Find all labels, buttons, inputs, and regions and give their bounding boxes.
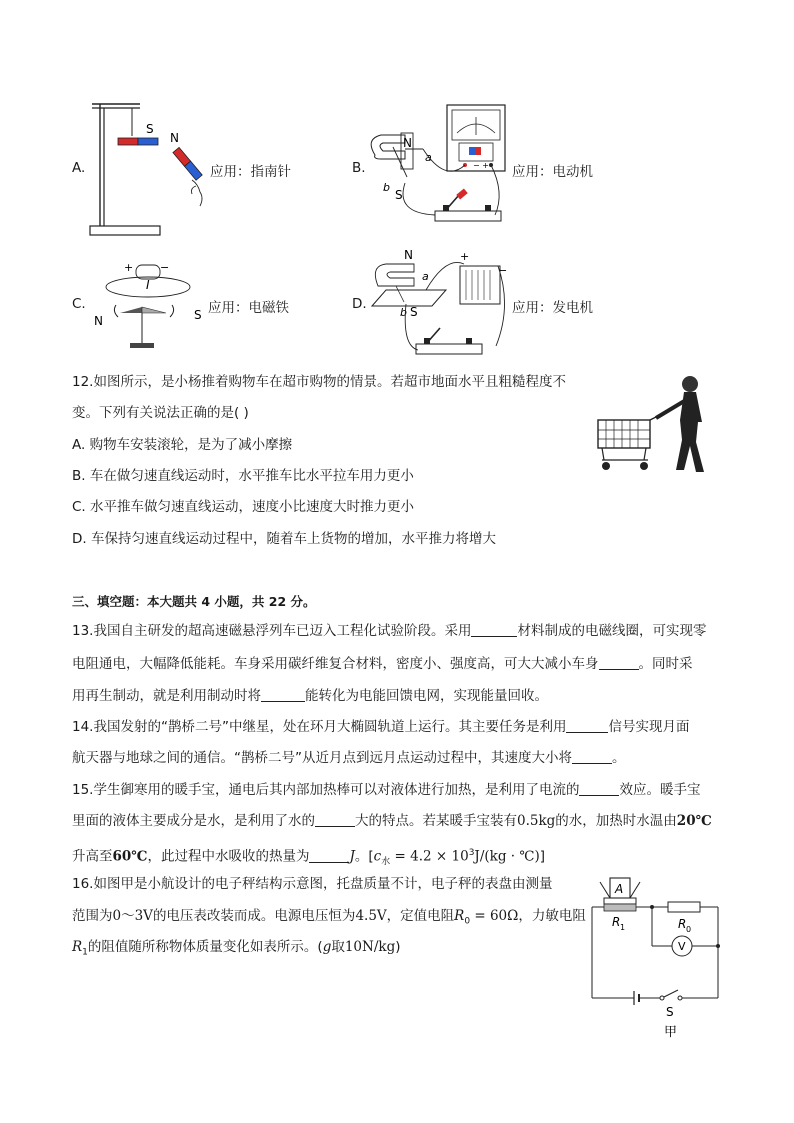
q16-text-4: ，定值电阻: [386, 908, 455, 924]
fig-a-n-label: N: [170, 131, 179, 145]
q16-g-value: 10N/kg: [344, 939, 396, 955]
q15-text-3: 里面的液体主要成分是水，是利用了水的: [72, 813, 315, 829]
q16-text-8: ): [395, 939, 401, 955]
svg-text:− +: − +: [473, 161, 489, 170]
fig-c-n-label: N: [94, 314, 103, 328]
fig-b-s-label: S: [395, 188, 403, 202]
q15-c-symbol: c: [373, 848, 382, 865]
fig-b-n-label: N: [403, 136, 412, 150]
q16-r0-symbol: R: [454, 908, 465, 924]
q15-temp-end: 60℃: [112, 848, 148, 865]
section-3-heading: 三、填空题：本大题共 4 小题，共 22 分。: [72, 594, 316, 609]
q15-text-1: 15.学生御寒用的暖手宝，通电后其内部加热棒可以对液体进行加热，是利用了电流的: [72, 782, 580, 798]
q12-option-d: D. 车保持匀速直线运动过程中，随着车上货物的增加，水平推力将增大: [72, 531, 496, 547]
q16-r1-sub: 1: [82, 947, 88, 958]
q12-stem-line2: 变。下列有关说法正确的是( ): [72, 405, 249, 421]
circuit-a-box-label: A: [615, 882, 624, 896]
option-b-application: 应用：电动机: [512, 164, 593, 180]
option-d-letter: D.: [352, 296, 367, 312]
fig-c-minus: −: [160, 261, 170, 274]
q15-line3: [72, 843, 545, 872]
fig-b-a-label: a: [425, 151, 432, 164]
q14-text-2: 信号实现月面: [608, 719, 690, 735]
q14-text-3: 航天器与地球之间的通信。“鹊桥二号”从近月点到远月点运动过程中，其速度大小将: [72, 750, 572, 766]
circuit-voltmeter-label: V: [678, 940, 686, 953]
shopping-cart-illustration: [592, 374, 722, 478]
circuit-switch-label: S: [666, 1005, 674, 1019]
option-c-application: 应用：电磁铁: [208, 300, 289, 316]
q14-blank-2[interactable]: [572, 749, 612, 764]
fig-a-s-label: S: [146, 122, 154, 136]
q15-temp-start: 20℃: [676, 813, 712, 829]
figure-d-generator: [366, 246, 514, 358]
q16-range: 0～3V: [112, 908, 153, 924]
q16-line2: [72, 906, 586, 932]
fig-d-minus: −: [498, 264, 508, 277]
q14-text-4: 。: [612, 750, 626, 766]
circuit-caption: 甲: [664, 1025, 678, 1040]
circuit-diagram-jia: [584, 872, 724, 1044]
q13-text-6: 能转化为电能回馈电网，实现能量回收。: [305, 688, 548, 704]
q16-line3: [72, 937, 401, 963]
q12-option-c: C. 水平推车做匀速直线运动，速度小比速度大时推力更小: [72, 499, 415, 515]
q16-g-symbol: g: [322, 939, 332, 955]
q12-option-b: B. 车在做匀速直线运动时，水平推车比水平拉车用力更小: [72, 468, 414, 484]
q13-text-4: 。同时采: [638, 656, 693, 672]
q13-blank-1[interactable]: [471, 622, 517, 637]
q15-text-7: ，此过程中水吸收的热量为: [147, 848, 310, 865]
q15-c-sub: 水: [381, 857, 391, 868]
q13-text-3: 电阻通电，大幅降低能耗。车身采用碳纤维复合材料，密度小、强度高，可大大减小车身: [72, 656, 599, 672]
fig-d-plus: +: [460, 250, 470, 263]
option-d-application: 应用：发电机: [512, 300, 593, 316]
q15-blank-1[interactable]: [579, 781, 619, 796]
q16-voltage: 4.5V: [355, 908, 387, 924]
fig-d-b-label: b: [400, 306, 407, 319]
q16-text-2: 范围为: [72, 908, 113, 924]
circuit-r0-label: R: [678, 917, 687, 931]
circuit-r1-label: R: [612, 915, 621, 929]
q13-text-2: 材料制成的电磁线圈，可实现零: [517, 623, 707, 639]
q15-line1: [72, 780, 700, 800]
option-a-letter: A.: [72, 160, 86, 176]
q15-unit-j: J: [349, 848, 355, 865]
q15-text-4: 大的特点。若某暖手宝装有: [355, 813, 517, 829]
fig-d-a-label: a: [422, 270, 429, 283]
fig-c-current-label: I: [146, 278, 150, 292]
q15-text-8: 。[: [354, 848, 374, 865]
q15-text-6: 升高至: [72, 848, 113, 865]
q15-c-unit: J/(kg · ℃): [474, 848, 540, 865]
q13-blank-2[interactable]: [599, 655, 639, 670]
q14-blank-1[interactable]: [566, 718, 608, 733]
q15-c-exp: 3: [468, 848, 475, 858]
figure-b-motor: [365, 103, 515, 235]
figure-a-compass: [88, 98, 218, 240]
fig-d-s-label: S: [410, 305, 418, 319]
q13-line2: [72, 654, 693, 674]
fig-c-s-label: S: [194, 308, 202, 322]
q16-text-3: 的电压表改装而成。电源电压恒为: [152, 908, 356, 924]
q15-text-2: 效应。暖手宝: [619, 782, 701, 798]
q13-text-5: 用再生制动，就是利用制动时将: [72, 688, 261, 704]
q13-line3: [72, 686, 548, 706]
q16-r0-sub: 0: [464, 916, 471, 927]
q16-text-7: 取: [331, 939, 345, 955]
q15-c-value: = 4.2 × 10: [390, 848, 469, 865]
q16-r1-symbol: R: [72, 939, 83, 955]
q16-line1: 16.如图甲是小航设计的电子秤结构示意图，托盘质量不计，电子秤的表盘由测量: [72, 876, 553, 892]
q16-text-6: 的阻值随所称物体质量变化如表所示。(: [87, 939, 323, 955]
q15-blank-2[interactable]: [315, 812, 355, 827]
q15-mass: 0.5kg: [517, 813, 556, 829]
q12-option-a: A. 购物车安装滚轮，是为了减小摩擦: [72, 437, 293, 453]
q15-line2: [72, 811, 712, 831]
circuit-r1-sub: 1: [620, 923, 626, 932]
fig-d-n-label: N: [404, 248, 413, 262]
q15-blank-3[interactable]: [309, 848, 349, 863]
fig-b-b-label: b: [383, 181, 390, 194]
q16-r0-value: = 60Ω: [470, 908, 519, 924]
circuit-r0-sub: 0: [686, 925, 692, 934]
q15-text-5: 的水，加热时水温由: [555, 813, 677, 829]
q16-text-5: ，力敏电阻: [518, 908, 586, 924]
q14-line2: [72, 748, 626, 768]
q15-text-9: ]: [539, 848, 545, 865]
fig-c-plus: +: [124, 261, 134, 274]
option-a-application: 应用：指南针: [210, 164, 291, 180]
option-b-letter: B.: [352, 160, 366, 176]
q14-line1: [72, 717, 689, 737]
q13-blank-3[interactable]: [261, 687, 305, 702]
q12-stem-line1: 12.如图所示，是小杨推着购物车在超市购物的情景。若超市地面水平且粗糙程度不: [72, 374, 566, 390]
q13-line1: [72, 621, 706, 641]
q13-text-1: 13.我国自主研发的超高速磁悬浮列车已迈入工程化试验阶段。采用: [72, 623, 472, 639]
q14-text-1: 14.我国发射的“鹊桥二号”中继星，处在环月大椭圆轨道上运行。其主要任务是利用: [72, 719, 567, 735]
figure-c-oersted: [90, 255, 210, 355]
option-c-letter: C.: [72, 296, 86, 312]
